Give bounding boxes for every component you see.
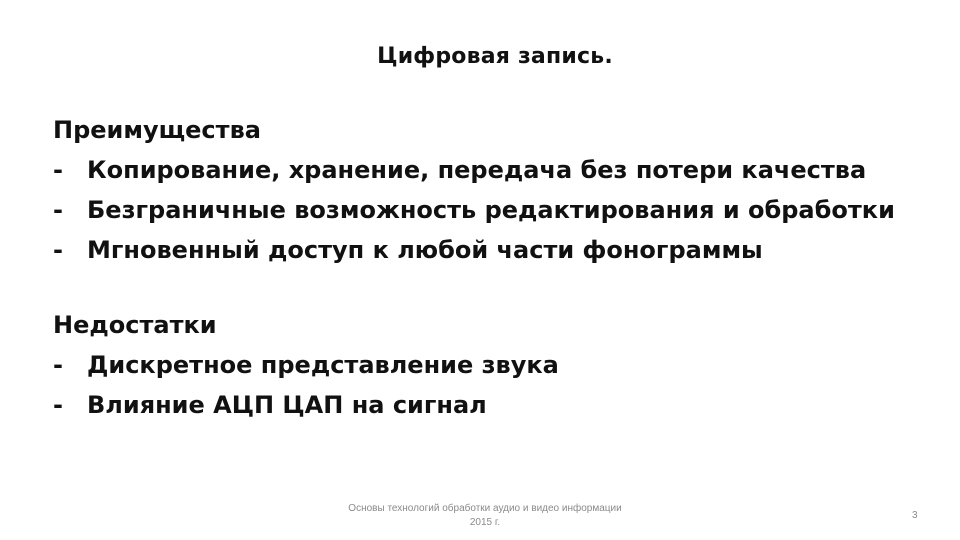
- disadvantages-item: [53, 345, 559, 385]
- slide-title: Цифровая запись.: [377, 44, 613, 69]
- bullet-dash: -: [53, 391, 63, 419]
- slide-footer: [300, 502, 670, 530]
- advantages-section: [53, 110, 895, 270]
- disadvantages-item-text: Дискретное представление звука: [87, 351, 559, 379]
- page-number: 3: [912, 510, 918, 521]
- bullet-dash: -: [53, 156, 63, 184]
- disadvantages-item-text: Влияние АЦП ЦАП на сигнал: [87, 391, 487, 419]
- advantages-item: [53, 230, 895, 270]
- advantages-item: [53, 150, 895, 190]
- disadvantages-heading: Недостатки: [53, 311, 217, 339]
- advantages-item-text: Безграничные возможность редактирования и обработки: [87, 196, 895, 224]
- bullet-dash: -: [53, 236, 63, 264]
- bullet-dash: -: [53, 196, 63, 224]
- advantages-heading: Преимущества: [53, 116, 261, 144]
- bullet-dash: -: [53, 351, 63, 379]
- advantages-item-text: Копирование, хранение, передача без потери качества: [87, 156, 867, 184]
- disadvantages-section: [53, 305, 559, 425]
- advantages-item: [53, 190, 895, 230]
- footer-year: 2015 г.: [469, 517, 501, 528]
- advantages-item-text: Мгновенный доступ к любой части фонограммы: [87, 236, 763, 264]
- footer-course-title: Основы технологий обработки аудио и видео информации: [348, 503, 622, 514]
- disadvantages-item: [53, 385, 559, 425]
